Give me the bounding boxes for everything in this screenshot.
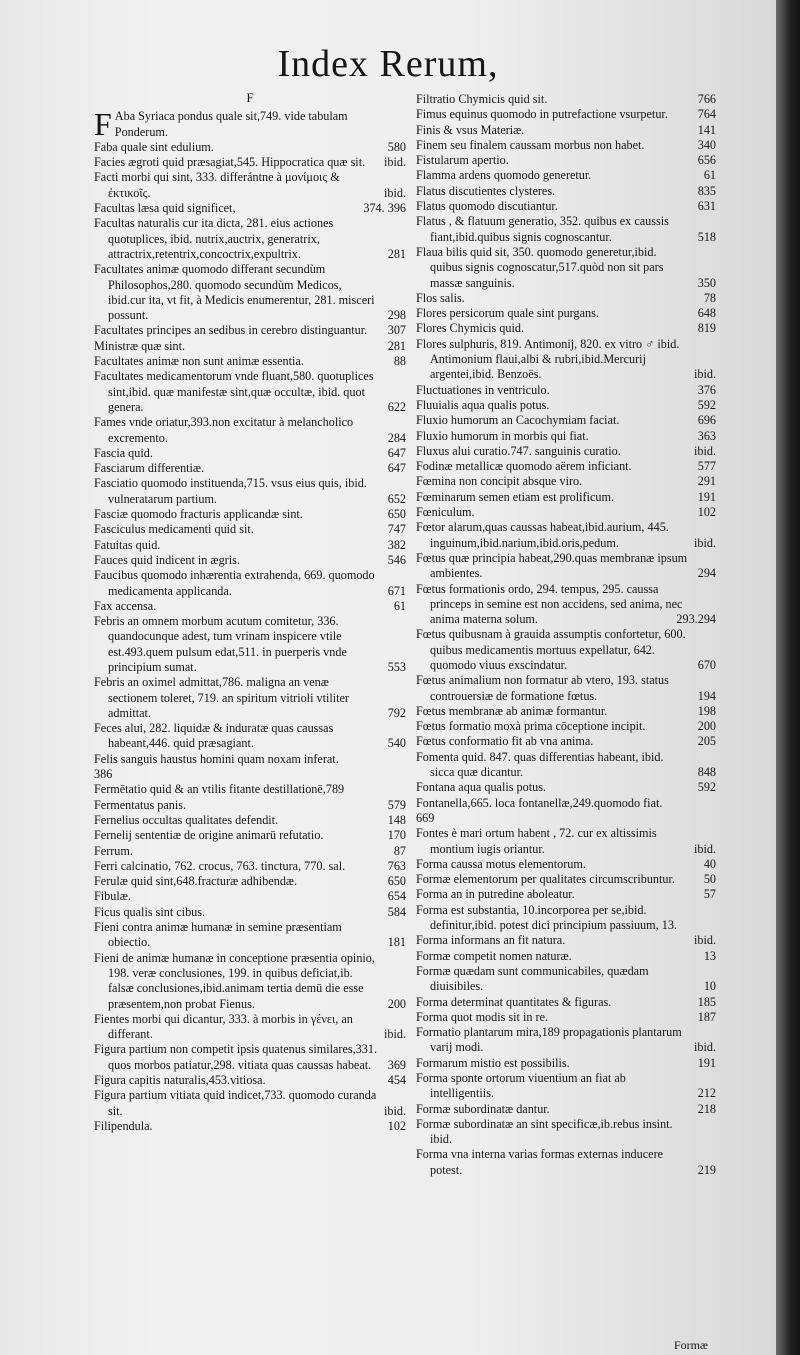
index-entry	[94, 905, 406, 920]
entry-page: 307	[387, 323, 406, 338]
page-edge-shadow	[776, 0, 800, 1355]
entry-text: Fauces quid indicent in ægris.	[94, 552, 240, 567]
entry-page: 656	[697, 153, 716, 168]
entry-page: 622	[387, 399, 406, 414]
entry-page: 792	[387, 705, 406, 720]
index-entry	[416, 429, 716, 444]
entry-text: Formæ subordinatæ dantur.	[416, 1101, 550, 1116]
index-entry	[416, 1010, 716, 1025]
entry-text: Febris an omnem morbum acutum comitetur, 336. quandocunque adest, tum vrinam inspicere vtile est.493.quem pulsum edat,511. in puerperis vnde principium sumat.	[94, 614, 347, 674]
index-entry	[94, 675, 406, 721]
index-entry	[94, 614, 406, 675]
entry-page: 350	[697, 275, 716, 290]
entry-text: Fœtus membranæ ab animæ formantur.	[416, 703, 608, 718]
index-entry	[94, 553, 406, 568]
entry-page: 218	[697, 1101, 716, 1116]
entry-page: 294	[697, 566, 716, 581]
index-entry	[416, 811, 716, 826]
index-entry	[94, 798, 406, 813]
index-entry	[416, 1147, 716, 1178]
entry-page: 819	[697, 321, 716, 336]
entry-text: Fœtor alarum,quas caussas habeat,ibid.aurium, 445. inguinum,ibid.narium,ibid.oris,pedum.	[416, 520, 669, 550]
page-title: Index Rerum,	[277, 43, 499, 85]
index-entry	[94, 1088, 406, 1119]
entry-text: Flaua bilis quid sit, 350. quomodo generetur,ibid. quibus signis cognoscatur,517.quòd non sit pars massæ sanguinis.	[416, 244, 664, 290]
entry-text: Fœminarum semen etiam est prolificum.	[416, 489, 615, 504]
entry-text: Fœtus quæ principia habeat,290.quas membranæ ipsum ambientes.	[416, 550, 688, 581]
entry-page: 579	[387, 797, 406, 812]
entry-page: ibid.	[693, 1040, 716, 1055]
index-entry	[94, 1119, 406, 1134]
entry-text: Figura partium vitiata quid indicet,733. quomodo curanda sit.	[94, 1088, 377, 1118]
entry-text: Facti morbi qui sint, 333. differántne à μονίμοις & ἐκτικοῖς.	[94, 170, 340, 200]
entry-page: 102	[387, 1118, 406, 1133]
entry-text: Forma est substantia, 10.incorporea per se,ibid. definitur,ibid. potest dici principium passiuum, 13.	[416, 902, 677, 933]
entry-text: Facultates animæ quomodo differant secundùm Philosophos,280. quomodo secundùm Medicos, ibid.cur ita, vt fit, à Medicis enumerentur, 281. misceri possunt.	[94, 262, 375, 323]
index-entry	[94, 920, 406, 951]
entry-page: 87	[393, 843, 406, 858]
entry-page: ibid.	[383, 1103, 406, 1118]
entry-page: 696	[697, 413, 716, 428]
entry-page: 205	[697, 734, 716, 749]
index-entry	[94, 461, 406, 476]
index-entry	[94, 568, 406, 599]
entry-text: FAba Syriaca pondus quale sit,749. vide tabulam Ponderum.	[94, 106, 348, 143]
index-entry	[94, 262, 406, 323]
entry-page: 652	[387, 491, 406, 506]
entry-text: Fluxio humorum in morbis qui fiat.	[416, 428, 589, 443]
entry-text: Fontanella,665. loca fontanellæ,249.quomodo fiat.	[416, 795, 663, 810]
entry-text: Forma informans an fit natura.	[416, 933, 566, 948]
entry-page: 374. 396	[363, 201, 406, 216]
entry-text: Fieni contra animæ humanæ in semine præsentiam obiectio.	[94, 920, 342, 950]
entry-page: 835	[697, 183, 716, 198]
index-entry	[416, 306, 716, 321]
index-entry	[94, 507, 406, 522]
entry-page: 592	[697, 397, 716, 412]
entry-text: Fluctuationes in ventriculo.	[416, 382, 550, 397]
entry-text: Ferulæ quid sint,648.fracturæ adhibendæ.	[94, 874, 298, 889]
index-entry	[416, 383, 716, 398]
index-entry	[416, 1071, 716, 1102]
index-entry	[416, 750, 716, 781]
entry-text: Fœtus conformatio fit ab vna anima.	[416, 734, 594, 749]
entry-text: Fluxio humorum an Cacochymiam faciat.	[416, 413, 620, 428]
entry-text: Flores sulphuris, 819. Antimonij, 820. ex vitro ♂ ibid. Antimonium flaui,albi & rubri,ibid.Mercurij argentei,ibid. Benzoës.	[416, 336, 680, 382]
entry-page: 181	[387, 935, 406, 950]
entry-page: 141	[697, 122, 716, 137]
entry-text: Fœmina non concipit absque viro.	[416, 474, 583, 489]
entry-text: Fistularum apertio.	[416, 153, 509, 168]
index-entry	[416, 780, 716, 795]
entry-text: Feces alui, 282. liquidæ & induratæ quas caussas habeant,446. quid præsagiant.	[94, 721, 334, 751]
entry-text: Forma vna interna varias formas externas inducere potest.	[416, 1147, 664, 1177]
index-entry	[416, 1117, 716, 1148]
entry-page: 382	[387, 537, 406, 552]
index-entry	[416, 107, 716, 122]
index-entry	[416, 214, 716, 245]
entry-page: ibid.	[693, 841, 716, 856]
entry-text: Flos salis.	[416, 290, 465, 305]
index-entry	[94, 767, 406, 782]
index-entry	[94, 1073, 406, 1088]
index-entry	[416, 719, 716, 734]
index-entry	[94, 415, 406, 446]
index-entry	[416, 459, 716, 474]
entry-page: 592	[697, 780, 716, 795]
index-entry	[94, 323, 406, 338]
index-entry	[94, 201, 406, 216]
entry-page: 654	[387, 889, 406, 904]
entry-text: Ferrum.	[94, 843, 133, 858]
entry-page: 57	[703, 887, 716, 902]
entry-text: Figura capitis naturalis,453.vitiosa.	[94, 1073, 266, 1087]
entry-text: Fimus equinus quomodo in putrefactione vsurpetur.	[416, 107, 668, 122]
entry-text: Forma sponte ortorum viuentium an fiat ab intelligentiis.	[416, 1071, 626, 1101]
entry-text: Formæ elementorum per qualitates circumscribuntur.	[416, 872, 675, 887]
entry-page: 647	[387, 445, 406, 460]
index-entry	[94, 140, 406, 155]
entry-text: Ministræ quæ sint.	[94, 338, 186, 353]
entry-page: 369	[387, 1057, 406, 1072]
index-entry	[416, 92, 716, 107]
index-entry	[416, 184, 716, 199]
entry-text: Formatio plantarum mira,189 propagationis plantarum varij modi.	[416, 1025, 682, 1055]
index-entry	[416, 398, 716, 413]
index-entry	[94, 538, 406, 553]
index-entry	[416, 321, 716, 336]
index-entry	[416, 245, 716, 291]
index-entry	[416, 734, 716, 749]
index-entry	[416, 199, 716, 214]
index-entry	[94, 874, 406, 889]
entry-page: 191	[697, 489, 716, 504]
index-entry	[416, 337, 716, 383]
entry-text: 669	[416, 810, 435, 825]
entry-text: Fasciarum differentiæ.	[94, 461, 205, 476]
index-entry	[94, 828, 406, 843]
entry-page: ibid.	[693, 367, 716, 382]
index-entry	[94, 859, 406, 874]
index-entry	[416, 444, 716, 459]
entry-page: 553	[387, 659, 406, 674]
index-column-left	[94, 90, 406, 1134]
index-entry	[94, 522, 406, 537]
index-entry	[94, 1012, 406, 1043]
index-entry	[94, 1042, 406, 1073]
entry-text: Fascia quid.	[94, 445, 153, 460]
entry-page: 363	[697, 428, 716, 443]
entry-page: 518	[697, 229, 716, 244]
entry-page: 454	[387, 1073, 406, 1087]
entry-text: Facies ægroti quid præsagiat,545. Hippocratica quæ sit.	[94, 155, 366, 170]
entry-text: Fasciæ quomodo fracturis applicandæ sint.	[94, 507, 303, 522]
index-entry	[416, 949, 716, 964]
entry-page: 88	[393, 354, 406, 369]
entry-text: Flatus quomodo discutiantur.	[416, 199, 558, 214]
index-entry	[416, 995, 716, 1010]
entry-page: 580	[387, 139, 406, 154]
entry-page: 200	[697, 719, 716, 734]
entry-text: Fœniculum.	[416, 505, 475, 520]
index-entry	[416, 887, 716, 902]
entry-page: 848	[697, 765, 716, 780]
entry-text: Fœtus formatio moxà prima cōceptione incipit.	[416, 719, 646, 734]
entry-page: 194	[697, 688, 716, 703]
entry-text: Filtratio Chymicis quid sit.	[416, 92, 548, 106]
entry-page: 185	[697, 994, 716, 1009]
entry-text: Facultates animæ non sunt animæ essentia.	[94, 354, 304, 369]
entry-text: Fax accensa.	[94, 598, 157, 613]
entry-page: 284	[387, 430, 406, 445]
entry-text: Ferri calcinatio, 762. crocus, 763. tinctura, 770. sal.	[94, 858, 346, 873]
index-entry	[94, 782, 406, 797]
index-entry	[94, 155, 406, 170]
index-entry	[416, 168, 716, 183]
entry-text: Faucibus quomodo inhærentia extrahenda, 669. quomodo medicamenta applicanda.	[94, 568, 375, 598]
index-entry	[416, 291, 716, 306]
index-entry	[94, 844, 406, 859]
entry-page: 219	[697, 1162, 716, 1177]
entry-text: Ficus qualis sint cibus.	[94, 904, 206, 919]
entry-page: 670	[697, 657, 716, 672]
entry-page: 376	[697, 382, 716, 397]
section-letter: F	[246, 90, 254, 105]
entry-page: 747	[387, 522, 406, 537]
index-entry	[94, 446, 406, 461]
entry-text: Forma determinat quantitates & figuras.	[416, 994, 612, 1009]
entry-text: Fames vnde oriatur,393.non excitatur à melancholico excremento.	[94, 415, 354, 445]
entry-text: Fomenta quid. 847. quas differentias habeant, ibid. sicca quæ dicantur.	[416, 749, 664, 780]
entry-text: Fœtus animalium non formatur ab vtero, 193. status controuersiæ de formatione fœtus.	[416, 673, 669, 703]
index-entry	[416, 1025, 716, 1056]
entry-text: Formæ competit nomen naturæ.	[416, 948, 572, 963]
entry-text: Fientes morbi qui dicantur, 333. à morbis in γένει, an differant.	[94, 1011, 353, 1042]
entry-page: 40	[703, 856, 716, 871]
entry-text: Fœtus formationis ordo, 294. tempus, 295. caussa princeps in semine est non accidens, sed anima, nec anima materna solum.	[416, 581, 683, 627]
entry-text: Felis sanguis haustus homini quam noxam inferat.	[94, 751, 339, 766]
index-entry	[416, 903, 716, 934]
entry-text: Flatus discutientes clysteres.	[416, 183, 556, 198]
entry-page: 293.294	[676, 612, 716, 627]
index-entry	[94, 216, 406, 262]
entry-page: 187	[697, 1009, 716, 1024]
entry-page: 281	[387, 338, 406, 353]
index-entry	[416, 627, 716, 673]
entry-page: 577	[697, 459, 716, 474]
entry-page: 540	[387, 736, 406, 751]
entry-page: ibid.	[693, 933, 716, 948]
index-entry	[416, 520, 716, 551]
entry-text: Flores persicorum quale sint purgans.	[416, 306, 599, 321]
entry-page: 191	[697, 1055, 716, 1070]
entry-text: Fœtus quibusnam à grauida assumptis confortetur, 600. quibus medicamentis mortuus expellatur, 642. quomodo viuus exscindatur.	[416, 627, 686, 672]
index-column-right	[416, 92, 716, 1178]
index-entry	[94, 339, 406, 354]
entry-text: Fernelij sententiæ de origine animarū refutatio.	[94, 828, 324, 843]
entry-text: Fibulæ.	[94, 889, 131, 904]
entry-page: 281	[387, 246, 406, 261]
entry-page: 78	[703, 290, 716, 305]
entry-page: 212	[697, 1086, 716, 1101]
entry-text: Fasciculus medicamenti quid sit.	[94, 522, 254, 537]
entry-text: Formæ subordinatæ an sint specificæ,ib.rebus insint. ibid.	[416, 1116, 673, 1147]
index-entry	[94, 721, 406, 752]
entry-page: ibid.	[693, 443, 716, 458]
index-entry	[416, 826, 716, 857]
entry-page: 61	[703, 168, 716, 183]
entry-text: Facultates principes an sedibus in cerebro distinguantur.	[94, 323, 368, 338]
entry-text: Fluuialis aqua qualis potus.	[416, 397, 550, 412]
entry-page: 198	[697, 703, 716, 718]
entry-page: ibid.	[383, 155, 406, 170]
index-entry	[94, 752, 406, 767]
index-entry	[94, 369, 406, 415]
entry-text: Fodinæ metallicæ quomodo aërem inficiant.	[416, 459, 632, 474]
index-entry	[416, 413, 716, 428]
index-entry	[416, 153, 716, 168]
entry-text: Formarum mistio est possibilis.	[416, 1055, 570, 1070]
entry-text: Figura partium non competit ipsis quatenus similares,331. quos morbos patiatur,298. vitiata quas caussas habeat.	[94, 1042, 377, 1072]
entry-text: Facultas læsa quid significet,	[94, 201, 236, 216]
entry-text: Formæ quædam sunt communicabiles, quædam diuisibiles.	[416, 963, 649, 994]
entry-page: 340	[697, 137, 716, 152]
entry-page: 291	[697, 474, 716, 489]
entry-page: 764	[697, 107, 716, 122]
entry-page: 631	[697, 199, 716, 214]
entry-page: 200	[387, 996, 406, 1011]
entry-page: 650	[387, 507, 406, 522]
entry-page: 671	[387, 583, 406, 598]
index-entry	[416, 474, 716, 489]
entry-text: Fieni de animæ humanæ in conceptione præsentia opinio, 198. veræ conclusiones, 199. in quibus deficiat,ib. falsæ conclusiones,ibid.animam tertia demū die esse præsentem,non probat Fienus.	[94, 950, 375, 1011]
entry-text: Facultates medicamentorum vnde fluant,580. quotuplices sint,ibid. quæ manifestæ sint,quæ occultæ, ibid. quot genera.	[94, 369, 374, 414]
entry-text: Finem seu finalem caussam morbus non habet.	[416, 137, 645, 152]
entry-page: 148	[387, 812, 406, 827]
entry-page: 546	[387, 552, 406, 567]
index-entry	[94, 354, 406, 369]
index-entry	[416, 673, 716, 704]
entry-text: Flamma ardens quomodo generetur.	[416, 168, 592, 183]
index-entry	[416, 964, 716, 995]
index-entry	[416, 872, 716, 887]
index-entry	[94, 170, 406, 201]
entry-page: 647	[387, 461, 406, 476]
index-entry	[94, 599, 406, 614]
index-entry	[94, 951, 406, 1012]
entry-text: Fasciatio quomodo instituenda,715. vsus eius quis, ibid. vulneratarum partium.	[94, 476, 367, 506]
index-entry	[94, 889, 406, 904]
entry-text: Fluxus alui curatio.747. sanguinis curatio.	[416, 443, 621, 458]
entry-page: 763	[387, 858, 406, 873]
entry-text: Fontana aqua qualis potus.	[416, 780, 546, 795]
entry-text: Forma an in putredine aboleatur.	[416, 887, 575, 902]
entry-page: 50	[703, 872, 716, 887]
entry-page: 170	[387, 828, 406, 843]
entry-text: Fatuitas quid.	[94, 537, 161, 552]
entry-text: Forma quot modis sit in re.	[416, 1009, 549, 1024]
index-entry	[416, 551, 716, 582]
index-entry	[416, 505, 716, 520]
index-entry	[416, 1056, 716, 1071]
entry-text: Flores Chymicis quid.	[416, 321, 524, 336]
index-entry	[416, 490, 716, 505]
entry-text: Facultas naturalis cur ita dicta, 281. eius actiones quotuplices, ibid. nutrix,auctrix, generatrix, attractrix,retentrix,concoctrix,expultrix.	[94, 216, 334, 261]
index-entry	[94, 813, 406, 828]
entry-text: Fermētatio quid & an vtilis fitante destillationē,789	[94, 782, 345, 797]
entry-text: Fermentatus panis.	[94, 797, 187, 812]
entry-page: 766	[697, 92, 716, 106]
entry-text: Febris an oximel admittat,786. maligna an venæ sectionem toleret, 719. an spiritum vitrioli vtiliter admittat.	[94, 675, 349, 720]
entry-page: ibid.	[383, 185, 406, 200]
entry-page: 13	[703, 948, 716, 963]
entry-text: Forma caussa motus elementorum.	[416, 856, 586, 871]
entry-page: 102	[697, 505, 716, 520]
entry-page: 650	[387, 874, 406, 889]
index-entry	[416, 1102, 716, 1117]
entry-page: 10	[703, 979, 716, 994]
entry-text: Fernelius occultas qualitates defendit.	[94, 812, 279, 827]
index-entry	[416, 123, 716, 138]
entry-text: Finis & vsus Materiæ.	[416, 122, 525, 137]
entry-text: Filipendula.	[94, 1118, 153, 1133]
entry-page: 648	[697, 306, 716, 321]
index-entry	[416, 704, 716, 719]
entry-page: ibid.	[383, 1027, 406, 1042]
index-entry	[416, 933, 716, 948]
index-entry	[94, 476, 406, 507]
index-entry	[416, 138, 716, 153]
index-entry	[416, 582, 716, 628]
entry-page: ibid.	[693, 535, 716, 550]
entry-page: 298	[387, 308, 406, 323]
index-entry	[94, 106, 406, 143]
index-entry	[416, 857, 716, 872]
entry-page: 61	[393, 598, 406, 613]
entry-text: Faba quale sint edulium.	[94, 139, 214, 154]
catchword: Formæ	[674, 1338, 709, 1352]
entry-text: Flatus , & flatuum generatio, 352. quibus ex caussis fiant,ibid.quibus signis cognoscantur.	[416, 214, 669, 244]
index-entry	[416, 796, 716, 811]
entry-page: 584	[387, 904, 406, 919]
entry-text: Fontes è mari ortum habent , 72. cur ex altissimis montium iugis oriantur.	[416, 826, 657, 856]
entry-text: 386	[94, 767, 113, 782]
